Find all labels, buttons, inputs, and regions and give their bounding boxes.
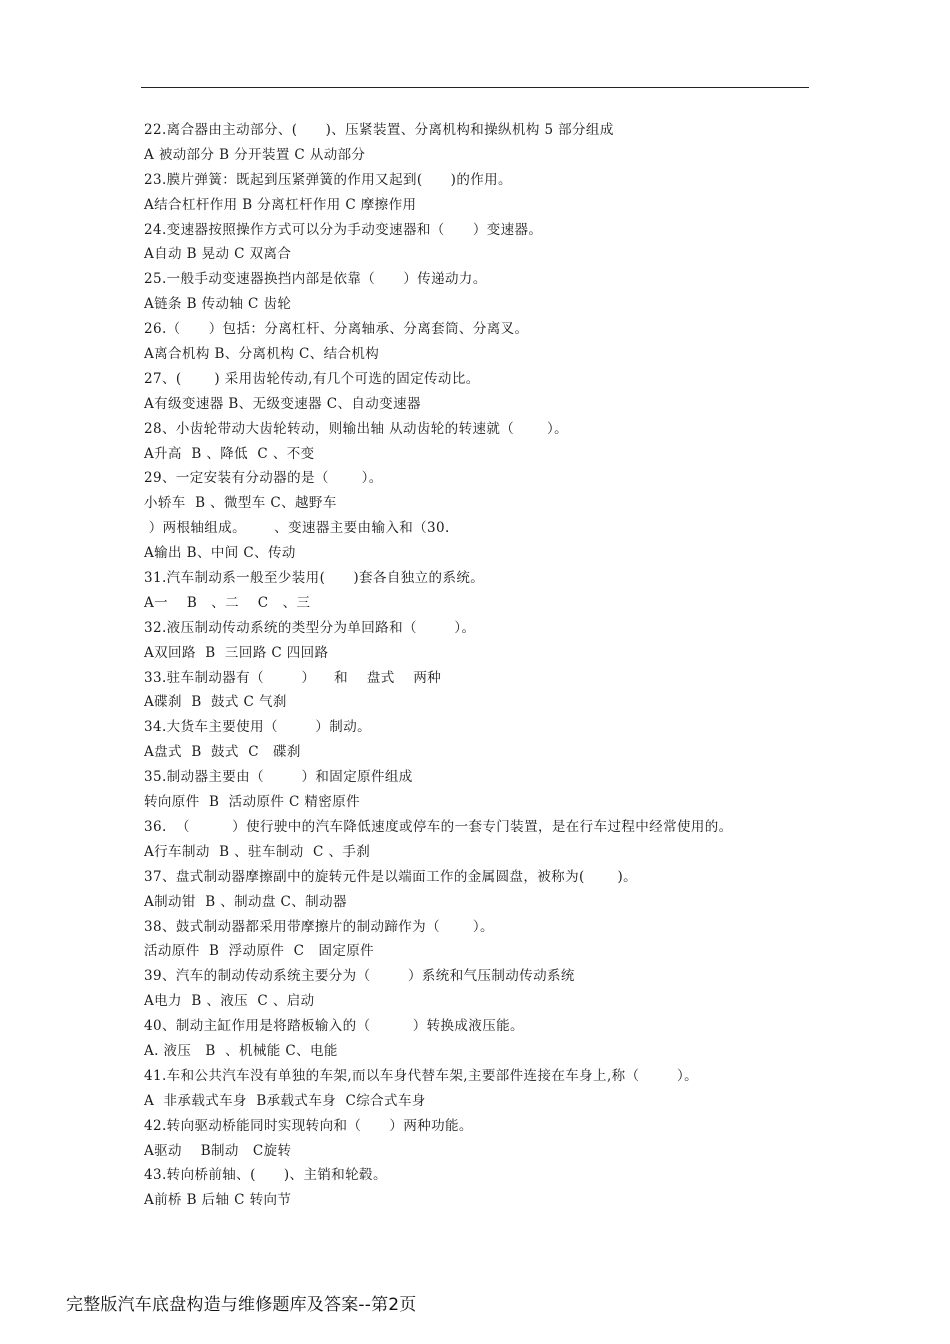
text-line: A 被动部分 B 分开装置 C 从动部分 [144,146,366,163]
page-footer: 完整版汽车底盘构造与维修题库及答案--第2页 [66,1295,417,1315]
text-line: 27、( ) 采用齿轮传动,有几个可选的固定传动比。 [144,370,480,387]
text-line: A双回路 B 三回路 C 四回路 [144,644,329,661]
text-line: 小轿车 B 、微型车 C、越野车 [144,495,337,512]
text-line: 29、一定安装有分动器的是（ ）。 [144,470,383,487]
text-line: 39、汽车的制动传动系统主要分为（ ）系统和气压制动传动系统 [144,968,575,985]
text-line: A结合杠杆作用 B 分离杠杆作用 C 摩擦作用 [144,196,417,213]
text-line: 32.液压制动传动系统的类型分为单回路和（ ）。 [144,619,476,636]
text-line: A前桥 B 后轴 C 转向节 [144,1192,292,1209]
text-line: A链条 B 传动轴 C 齿轮 [144,296,292,313]
text-line: 26.（ ）包括：分离杠杆、分离轴承、分离套筒、分离叉。 [144,321,529,338]
text-line: A制动钳 B 、制动盘 C、制动器 [144,893,347,910]
text-line: 转向原件 B 活动原件 C 精密原件 [144,794,360,811]
text-line: 35.制动器主要由（ ）和固定原件组成 [144,769,413,786]
text-line: A一 B 、二 C 、三 [144,594,311,611]
text-line: 38、鼓式制动器都采用带摩擦片的制动蹄作为（ ）。 [144,918,494,935]
text-line: A有级变速器 B、无级变速器 C、自动变速器 [144,395,421,412]
text-line: 31.汽车制动系一般至少装用( )套各自独立的系统。 [144,570,485,587]
text-line: A盘式 B 鼓式 C 碟刹 [144,744,301,761]
text-line: 40、制动主缸作用是将踏板输入的（ ）转换成液压能。 [144,1018,524,1035]
text-line: A自动 B 晃动 C 双离合 [144,246,292,263]
text-line: 22.离合器由主动部分、( )、压紧装置、分离机构和操纵机构 5 部分组成 [144,122,614,138]
header-rule [141,87,809,88]
text-line: A碟刹 B 鼓式 C 气刹 [144,694,287,711]
text-line: 23.膜片弹簧：既起到压紧弹簧的作用又起到( )的作用。 [144,171,512,188]
question-list [144,118,824,1213]
text-line: A 非承载式车身 B承载式车身 C综合式车身 [144,1092,426,1109]
text-line: 36. （ ）使行驶中的汽车降低速度或停车的一套专门装置，是在行车过程中经常使用的。 [144,818,733,835]
text-line: 33.驻车制动器有（ ） 和 盘式 两种 [144,669,442,686]
text-line: 28、小齿轮带动大齿轮转动，则输出轴 从动齿轮的转速就（ ）。 [144,420,569,437]
text-line: 42.转向驱动桥能同时实现转向和（ ）两种功能。 [144,1117,473,1134]
text-line: A行车制动 B 、驻车制动 C 、手刹 [144,843,371,860]
text-line: A驱动 B制动 C旋转 [144,1142,292,1159]
text-line: 34.大货车主要使用（ ）制动。 [144,719,371,736]
text-line: 活动原件 B 浮动原件 C 固定原件 [144,943,375,960]
text-line: A输出 B、中间 C、传动 [144,545,296,562]
text-line: 37、盘式制动器摩擦副中的旋转元件是以端面工作的金属圆盘，被称为( )。 [144,868,638,885]
text-line: 43.转向桥前轴、( )、主销和轮毂。 [144,1167,387,1184]
text-line: A离合机构 B、分离机构 C、结合机构 [144,346,380,363]
text-line: A升高 B 、降低 C 、不变 [144,445,315,462]
text-line: 24.变速器按照操作方式可以分为手动变速器和（ ）变速器。 [144,221,543,238]
text-line: A电力 B 、液压 C 、启动 [144,993,315,1010]
text-line: 41.车和公共汽车没有单独的车架,而以车身代替车架,主要部件连接在车身上,称（ ）。 [144,1067,699,1084]
text-line: A. 液压 B 、机械能 C、电能 [144,1042,338,1059]
text-line: 25.一般手动变速器换挡内部是依靠（ ）传递动力。 [144,271,487,288]
text-line: ）两根轴组成。 、变速器主要由输入和（30. [144,520,450,537]
